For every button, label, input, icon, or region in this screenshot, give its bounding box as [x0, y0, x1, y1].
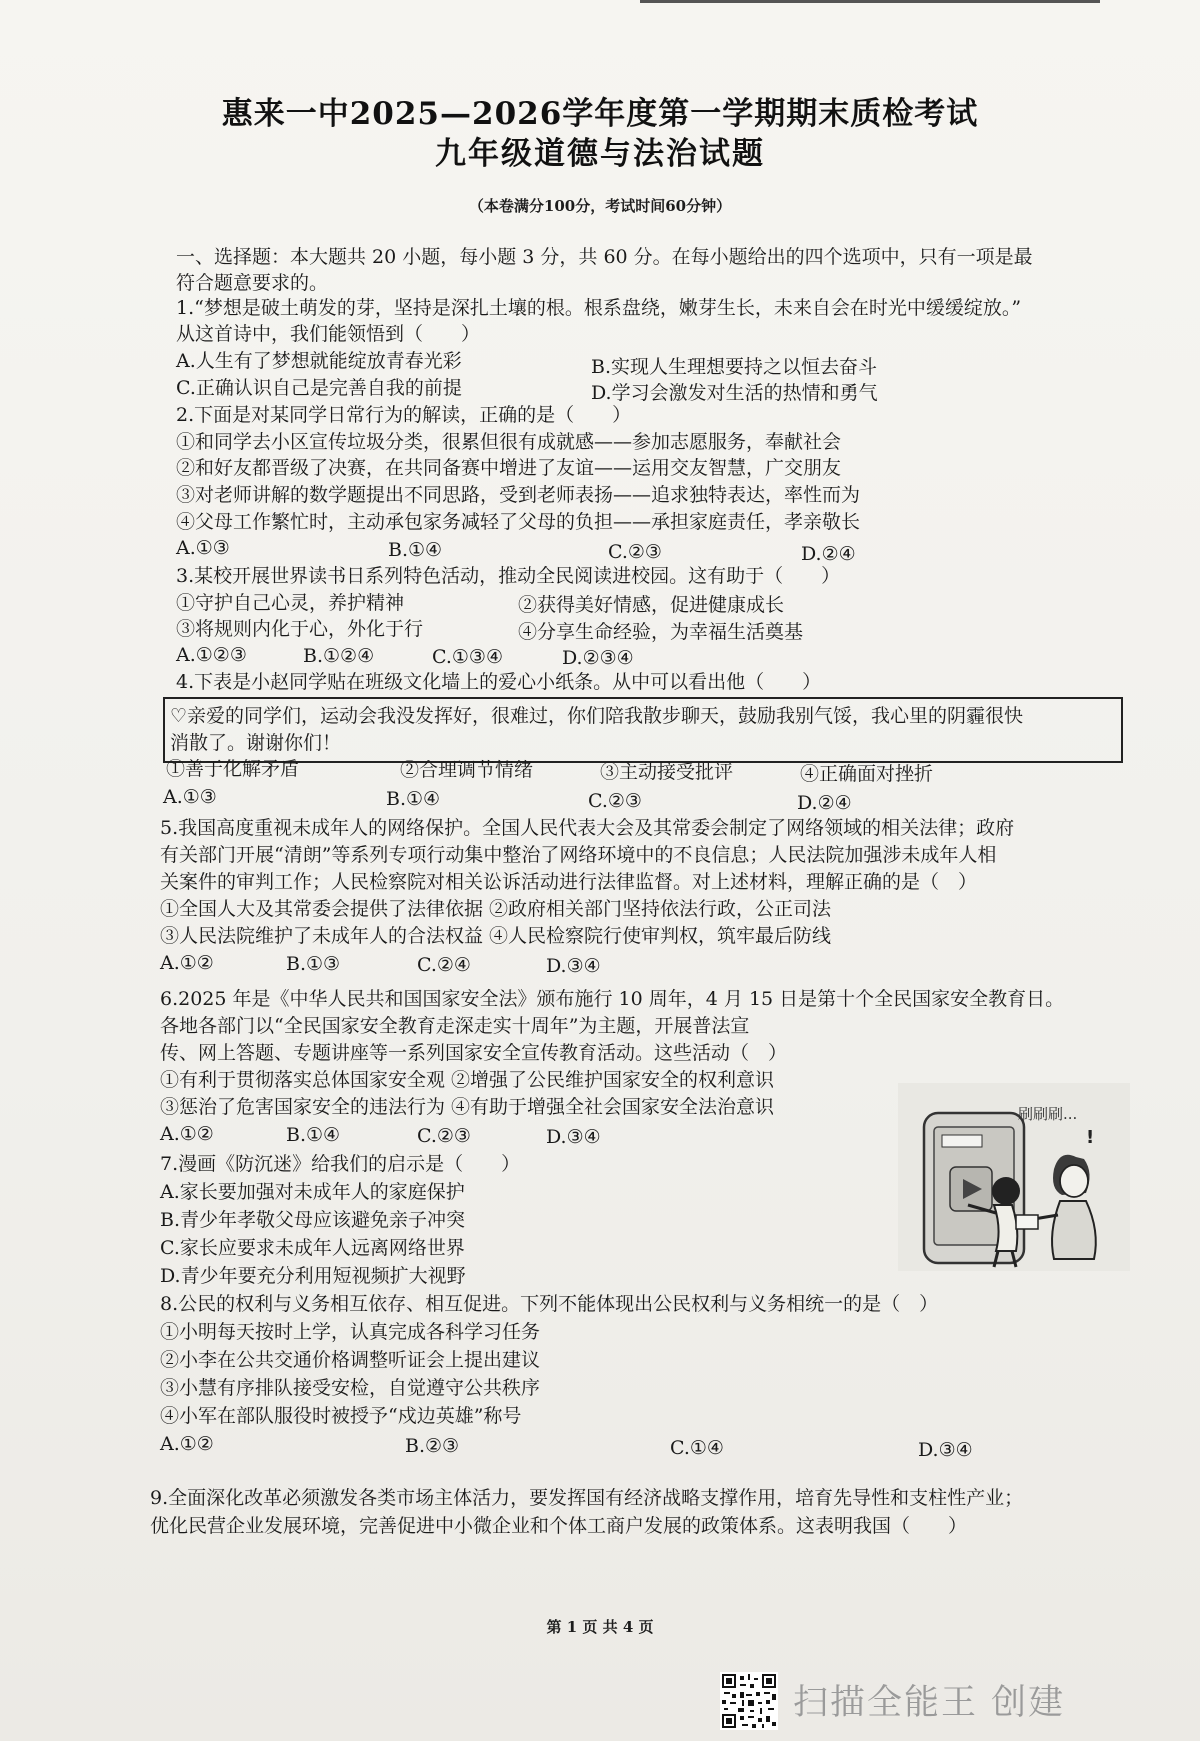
question-8-item-3: ③小慧有序排队接受安检，自觉遵守公共秩序 — [160, 1377, 541, 1399]
scanner-watermark: 扫描全能王 创建 — [793, 1683, 1066, 1723]
question-6-stem-2: 各地各部门以“全民国家安全教育走深走实十周年”为主题，开展普法宣 — [160, 1015, 750, 1037]
question-6-option-c: C.②③ — [417, 1125, 471, 1147]
question-7-option-b: B.青少年孝敬父母应该避免亲子冲突 — [160, 1209, 466, 1231]
svg-text:!: ! — [1086, 1127, 1095, 1148]
question-5-option-c: C.②④ — [417, 954, 471, 976]
question-9-stem-1: 9.全面深化改革必须激发各类市场主体活力，要发挥国有经济战略支撑作用，培育先导性和支柱性产业； — [150, 1487, 1024, 1509]
question-4-option-d: D.②④ — [797, 792, 852, 814]
question-2-option-c: C.②③ — [608, 541, 662, 563]
question-2-item-4: ④父母工作繁忙时，主动承包家务减轻了父母的负担——承担家庭责任，孝亲敬长 — [176, 511, 861, 533]
question-8-item-2: ②小李在公共交通价格调整听证会上提出建议 — [160, 1349, 541, 1371]
note-card-line-2: 消散了。谢谢你们！ — [170, 732, 342, 754]
question-2-item-3: ③对老师讲解的数学题提出不同思路，受到老师表扬——追求独特表达，率性而为 — [176, 484, 861, 506]
question-7-option-d: D.青少年要充分利用短视频扩大视野 — [160, 1265, 466, 1287]
question-1-option-d: D.学习会激发对生活的热情和勇气 — [591, 382, 878, 404]
question-8-option-b: B.②③ — [405, 1435, 460, 1457]
question-2-stem: 2.下面是对某同学日常行为的解读，正确的是（ ） — [176, 404, 632, 426]
qr-code — [720, 1672, 778, 1730]
section-instruction-line-2: 符合题意要求的。 — [176, 272, 329, 294]
question-8-item-1: ①小明每天按时上学，认真完成各科学习任务 — [160, 1321, 541, 1343]
question-3-item-4: ④分享生命经验，为幸福生活奠基 — [518, 621, 804, 643]
question-8-option-c: C.①④ — [670, 1437, 724, 1459]
question-6-option-d: D.③④ — [546, 1126, 601, 1148]
question-7-stem: 7.漫画《防沉迷》给我们的启示是（ ） — [160, 1153, 521, 1175]
question-4-option-b: B.①④ — [386, 788, 441, 810]
question-6-option-a: A.①② — [160, 1123, 214, 1145]
question-3-stem: 3.某校开展世界读书日系列特色活动，推动全民阅读进校园。这有助于（ ） — [176, 565, 841, 587]
question-3-item-3: ③将规则内化于心，外化于行 — [176, 618, 424, 640]
question-5-option-a: A.①② — [160, 952, 214, 974]
question-6-items-2: ③惩治了危害国家安全的违法行为 ④有助于增强全社会国家安全法治意识 — [160, 1096, 775, 1118]
question-5-stem-1: 5.我国高度重视未成年人的网络保护。全国人民代表大会及其常委会制定了网络领域的相关法律；政府 — [160, 817, 1015, 839]
question-1-stem: 1.“梦想是破土萌发的芽，坚持是深扎土壤的根。根系盘绕，嫩芽生长，未来自会在时光中缓缓绽放。” — [176, 297, 1022, 319]
section-instruction-line-1: 一、选择题：本大题共 20 小题，每小题 3 分，共 60 分。在每小题给出的四个选项中，只有一项是最 — [176, 246, 1033, 268]
question-1-option-b: B.实现人生理想要持之以恒去奋斗 — [591, 356, 878, 378]
question-1-option-c: C.正确认识自己是完善自我的前提 — [176, 377, 462, 399]
question-5-stem-2: 有关部门开展“清朗”等系列专项行动集中整治了网络环境中的不良信息；人民法院加强涉未成年人相 — [160, 844, 997, 866]
question-6-stem-1: 6.2025 年是《中华人民共和国国家安全法》颁布施行 10 周年，4 月 15 日是第十个全民国家安全教育日。 — [160, 988, 1065, 1010]
question-4-item-2: ②合理调节情绪 — [400, 759, 534, 781]
question-4-item-3: ③主动接受批评 — [600, 761, 734, 783]
exam-title: 惠来一中2025—2026学年度第一学期期末质检考试 — [221, 96, 979, 132]
question-3-option-c: C.①③④ — [432, 646, 503, 668]
question-5-items-1: ①全国人大及其常委会提供了法律依据 ②政府相关部门坚持依法行政，公正司法 — [160, 898, 832, 920]
question-3-option-d: D.②③④ — [562, 647, 634, 669]
exam-subtitle: 九年级道德与法治试题 — [435, 136, 765, 172]
anti-addiction-cartoon — [898, 1083, 1130, 1271]
question-3-item-2: ②获得美好情感，促进健康成长 — [518, 594, 785, 616]
question-2-option-a: A.①③ — [176, 537, 230, 559]
question-3-option-a: A.①②③ — [176, 644, 247, 666]
question-4-stem: 4.下表是小赵同学贴在班级文化墙上的爱心小纸条。从中可以看出他（ ） — [176, 671, 822, 693]
question-7-option-a: A.家长要加强对未成年人的家庭保护 — [160, 1181, 465, 1203]
question-5-option-b: B.①③ — [286, 953, 341, 975]
question-2-item-1: ①和同学去小区宣传垃圾分类，很累但很有成就感——参加志愿服务，奉献社会 — [176, 431, 842, 453]
question-9-stem-2: 优化民营企业发展环境，完善促进中小微企业和个体工商户发展的政策体系。这表明我国（ ） — [150, 1515, 968, 1537]
question-2-option-d: D.②④ — [801, 543, 856, 565]
scan-edge-line — [640, 0, 1100, 3]
page-footer: 第 1 页 共 4 页 — [546, 1618, 654, 1636]
question-8-stem: 8.公民的权利与义务相互依存、相互促进。下列不能体现出公民权利与义务相统一的是（ ） — [160, 1293, 939, 1315]
question-6-option-b: B.①④ — [286, 1124, 341, 1146]
question-8-option-a: A.①② — [160, 1433, 214, 1455]
exam-note: （本卷满分100分，考试时间60分钟） — [468, 197, 732, 215]
question-6-items-1: ①有利于贯彻落实总体国家安全观 ②增强了公民维护国家安全的权利意识 — [160, 1069, 775, 1091]
question-5-stem-3: 关案件的审判工作；人民检察院对相关讼诉活动进行法律监督。对上述材料，理解正确的是（ ） — [160, 871, 978, 893]
question-3-option-b: B.①②④ — [303, 645, 375, 667]
svg-text:刷刷刷...: 刷刷刷... — [1018, 1105, 1078, 1123]
question-5-items-2: ③人民法院维护了未成年人的合法权益 ④人民检察院行使审判权，筑牢最后防线 — [160, 925, 832, 947]
question-1-option-a: A.人生有了梦想就能绽放青春光彩 — [176, 350, 462, 372]
question-4-option-c: C.②③ — [588, 790, 642, 812]
question-6-stem-3: 传、网上答题、专题讲座等一系列国家安全宣传教育活动。这些活动（ ） — [160, 1042, 788, 1064]
question-2-option-b: B.①④ — [388, 539, 443, 561]
question-4-item-4: ④正确面对挫折 — [800, 763, 934, 785]
question-4-option-a: A.①③ — [163, 786, 217, 808]
question-7-option-c: C.家长应要求未成年人远离网络世界 — [160, 1237, 465, 1259]
question-5-option-d: D.③④ — [546, 955, 601, 977]
question-3-item-1: ①守护自己心灵，养护精神 — [176, 592, 405, 614]
note-card-line-1: ♡亲爱的同学们，运动会我没发挥好，很难过，你们陪我散步聊天，鼓励我别气馁，我心里的阴霾很快 — [170, 705, 1024, 727]
question-2-item-2: ②和好友都晋级了决赛，在共同备赛中增进了友谊——运用交友智慧，广交朋友 — [176, 457, 842, 479]
question-4-item-1: ①善于化解矛盾 — [166, 758, 300, 780]
question-8-item-4: ④小军在部队服役时被授予“戍边英雄”称号 — [160, 1405, 522, 1427]
question-8-option-d: D.③④ — [918, 1439, 973, 1461]
question-1-stem-2: 从这首诗中，我们能领悟到（ ） — [176, 323, 481, 345]
